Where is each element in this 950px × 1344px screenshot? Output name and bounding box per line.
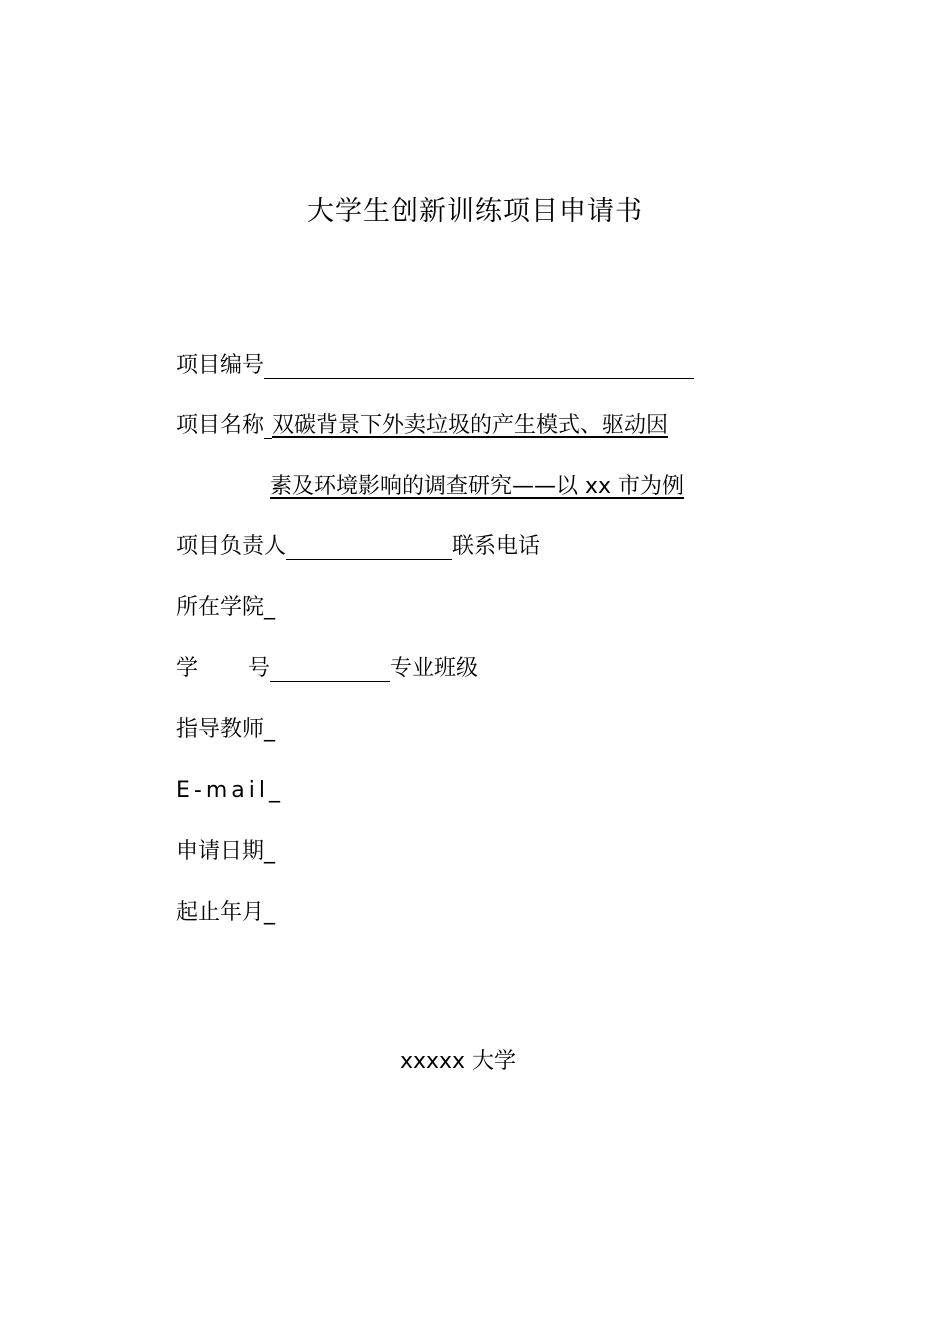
apply-date-blank[interactable]: _ [264, 839, 276, 864]
email-blank[interactable]: _ [268, 778, 280, 803]
period-blank[interactable]: _ [264, 900, 276, 925]
period-row [176, 897, 275, 929]
project-name-value-line1: 双碳背景下外卖垃圾的产生模式、驱动因 [272, 413, 669, 438]
major-class-label: 专业班级 [390, 656, 479, 681]
period-label: 起止年月 [176, 900, 265, 925]
project-number-label: 项目编号 [176, 353, 265, 378]
college-label: 所在学院 [176, 595, 265, 620]
project-number-row [176, 350, 694, 382]
student-number-label-2: 号 [248, 656, 271, 681]
document-title: 大学生创新训练项目申请书 [307, 196, 643, 227]
leader-blank[interactable] [286, 537, 452, 560]
project-name-value-line2: 素及环境影响的调查研究——以 xx 市为例 [270, 474, 685, 499]
phone-label: 联系电话 [452, 534, 541, 559]
college-blank[interactable]: _ [264, 595, 276, 620]
email-row [176, 775, 280, 807]
project-number-blank[interactable] [264, 356, 694, 379]
college-row [176, 592, 275, 624]
project-name-lead-underline [264, 416, 272, 439]
apply-date-row [176, 836, 275, 868]
university-name: xxxxx 大学 [399, 1049, 517, 1074]
leader-label: 项目负责人 [176, 534, 287, 559]
student-number-row [176, 653, 478, 685]
advisor-blank[interactable]: _ [264, 717, 276, 742]
email-label: E-mail [176, 778, 269, 803]
student-number-label-1: 学 [176, 656, 199, 681]
leader-row [176, 531, 540, 563]
project-name-row [176, 410, 668, 442]
apply-date-label: 申请日期 [176, 839, 265, 864]
project-name-label: 项目名称 [176, 413, 265, 438]
project-name-row-2 [270, 471, 684, 503]
advisor-row [176, 714, 275, 746]
student-number-blank[interactable] [270, 659, 390, 682]
advisor-label: 指导教师 [176, 717, 265, 742]
